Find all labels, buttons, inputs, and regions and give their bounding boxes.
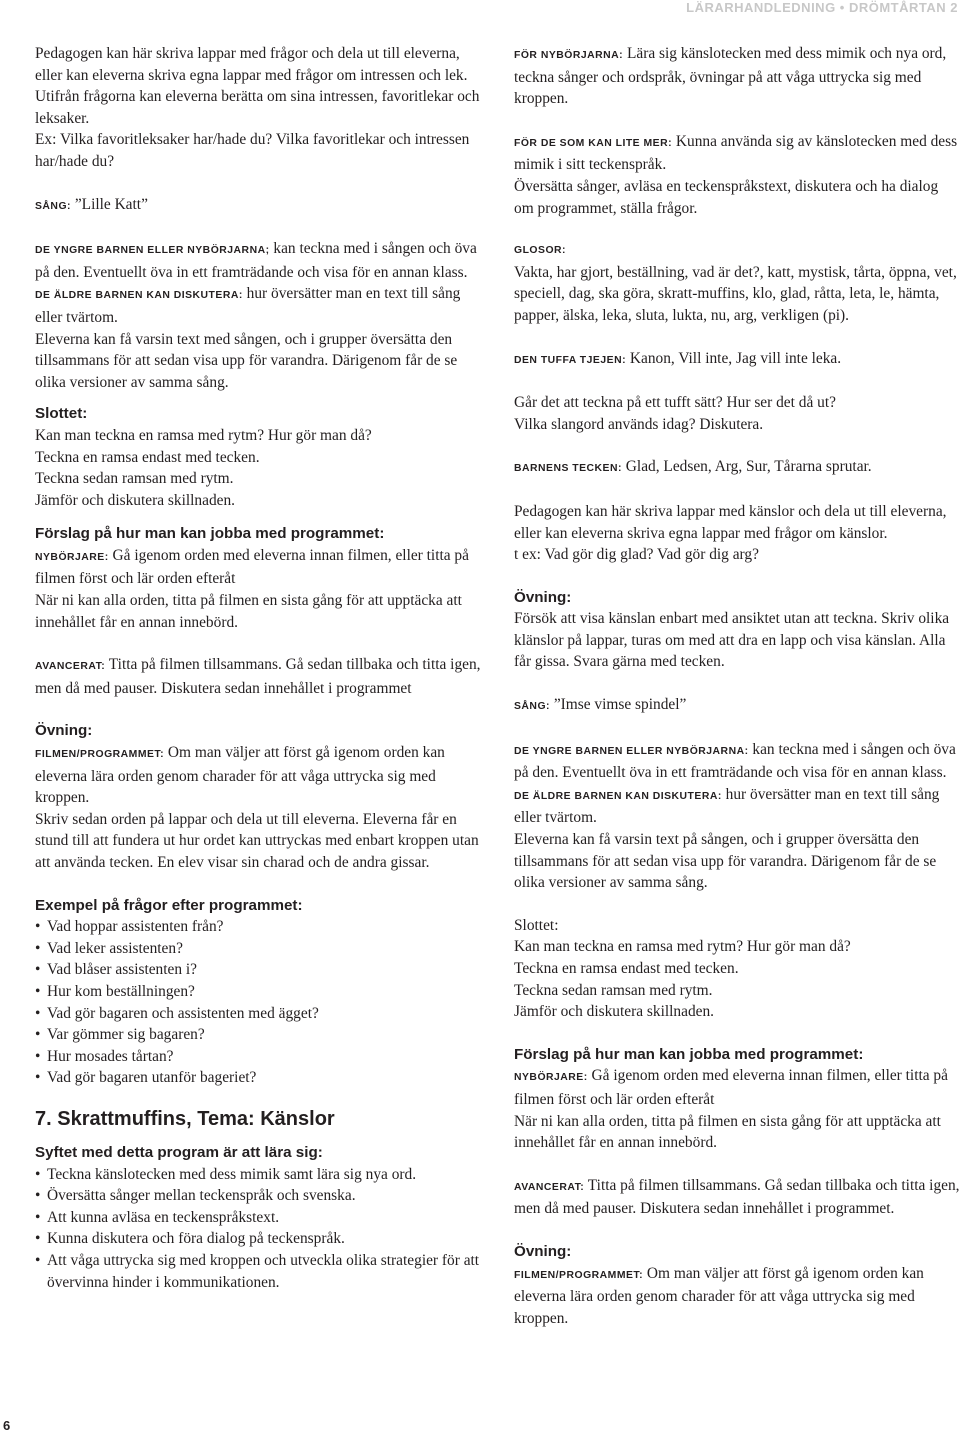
tuffa-paragraph: DEN TUFFA TJEJEN: Kanon, Vill inte, Jag vill inte leka.	[514, 349, 842, 367]
forsom-label: FÖR DE SOM KAN LITE MER:	[514, 137, 673, 149]
song-line	[514, 694, 960, 718]
song-title: ”Lille Katt”	[70, 195, 148, 213]
young-paragraph: DE YNGRE BARNEN ELLER NYBÖRJARNA; kan teckna med i sången och öva på den. Eventuellt öva in ett framträdande och visa för en annan klass.	[35, 240, 477, 281]
older-label: DE ÄLDRE BARNEN KAN DISKUTERA:	[35, 290, 243, 302]
film-label: FILMEN/PROGRAMMET:	[514, 1269, 644, 1281]
nyb-paragraph: NYBÖRJARE: Gå igenom orden med eleverna innan filmen, eller titta på filmen först och lär orden efteråt	[514, 1067, 948, 1108]
exempel-list	[35, 916, 481, 1089]
forslag-heading: Förslag på hur man kan jobba med programmet:	[514, 1045, 864, 1063]
list-item: • Att kunna avläsa en teckenspråkstext.	[35, 1207, 481, 1229]
list-item: • Hur mosades tårtan?	[35, 1046, 481, 1068]
list-item: • Vad blåser assistenten i?	[35, 959, 481, 981]
paragraph: Går det att teckna på ett tufft sätt? Hur ser det då ut?	[514, 394, 836, 412]
slottet-line: Kan man teckna en ramsa med rytm? Hur gör man då?	[514, 938, 851, 956]
glosor-label: GLOSOR:	[514, 245, 566, 257]
forn-paragraph: FÖR NYBÖRJARNA: Lära sig känslotecken med dess mimik och nya ord, teckna sånger och ordspråk, övningar på att våga uttrycka sig med kroppen.	[514, 45, 947, 108]
list-item: • Vad gör bagaren utanför bageriet?	[35, 1067, 481, 1089]
right-column	[514, 43, 960, 1329]
glosor-text: Vakta, har gjort, beställning, vad är det?, katt, mystisk, tårta, öppna, vet, speciell, dag, ska göra, skratt-muffins, klo, glad, råtta, leta, le, hämta, papper, älska, leka, sluta, lukta, nu, arg, verkligen (pi).	[514, 263, 957, 324]
song-label: SÅNG:	[514, 701, 550, 713]
film-label: FILMEN/PROGRAMMET:	[35, 749, 165, 761]
list-item: • Var gömmer sig bagaren?	[35, 1024, 481, 1046]
slottet-line: Teckna en ramsa endast med tecken.	[514, 960, 739, 977]
list-item: • Kunna diskutera och föra dialog på teckenspråk.	[35, 1228, 481, 1250]
forn-label: FÖR NYBÖRJARNA:	[514, 50, 624, 61]
paragraph: Utifrån frågorna kan eleverna berätta om sina intressen, favoritlekar och leksaker.	[35, 88, 480, 127]
paragraph: När ni kan alla orden, titta på filmen en sista gång för att upptäcka att innehållet får en annan innebörd.	[514, 1112, 941, 1152]
young-label: DE YNGRE BARNEN ELLER NYBÖRJARNA:	[514, 745, 749, 757]
older-paragraph: DE ÄLDRE BARNEN KAN DISKUTERA: hur översätter man en text till sång eller tvärtom.	[514, 785, 940, 827]
young-label: DE YNGRE BARNEN ELLER NYBÖRJARNA;	[35, 245, 270, 257]
song-title: ”Imse vimse spindel”	[549, 696, 687, 714]
older-label: DE ÄLDRE BARNEN KAN DISKUTERA:	[514, 790, 722, 802]
list-item: • Vad gör bagaren och assistenten med ägget?	[35, 1003, 481, 1025]
paragraph: Pedagogen kan här skriva lappar med känslor och dela ut till eleverna, eller kan eleverna skriva egna lappar med frågor om känslor.	[514, 502, 947, 542]
paragraph: Skriv sedan orden på lappar och dela ut till eleverna. Eleverna får en stund till att fundera ut hur ordet kan uttryckas med enbart kroppen utan att använda tecken. En elev visar sin charad och de andra gissar.	[35, 810, 479, 871]
exempel-heading: Exempel på frågor efter programmet:	[35, 896, 303, 914]
list-item: • Översätta sånger mellan teckenspråk och svenska.	[35, 1185, 481, 1207]
list-item: • Hur kom beställningen?	[35, 981, 481, 1003]
young-paragraph: DE YNGRE BARNEN ELLER NYBÖRJARNA: kan teckna med i sången och öva på den. Eventuellt öva in ett framträdande och visa för en annan klass.	[514, 740, 956, 782]
nyb-label: NYBÖRJARE:	[35, 551, 109, 563]
running-header: LÄRARHANDLEDNING • DRÖMTÅRTAN 2	[686, 0, 958, 15]
avan-paragraph: AVANCERAT: Titta på filmen tillsammans. Gå sedan tillbaka och titta igen, men då med pauser. Diskutera sedan innehållet i programmet.	[514, 1176, 960, 1218]
slottet-heading: Slottet:	[514, 916, 559, 934]
slottet-line: Jämför och diskutera skillnaden.	[514, 1003, 715, 1021]
nyb-paragraph: NYBÖRJARE: Gå igenom orden med eleverna innan filmen, eller titta på filmen först och lär orden efteråt	[35, 546, 469, 588]
paragraph: När ni kan alla orden, titta på filmen en sista gång för att upptäcka att innehållet får en annan innebörd.	[35, 592, 462, 631]
song-line	[35, 194, 481, 218]
syfte-heading: Syftet med detta program är att lära sig:	[35, 1143, 323, 1161]
film-paragraph: FILMEN/PROGRAMMET: Om man väljer att först gå igenom orden kan eleverna lära orden genom charader för att våga uttrycka sig med kroppen.	[35, 744, 445, 807]
paragraph: Försök att visa känslan enbart med ansiktet utan att teckna. Skriv olika klänslor på lappar, turas om med att dra en lapp och visa känslan. Alla får gissa. Svara gärna med tecken.	[514, 610, 950, 671]
slottet-line: Teckna sedan ramsan med rytm.	[35, 470, 234, 488]
list-item: • Teckna känslotecken med dess mimik samt lära sig nya ord.	[35, 1164, 481, 1186]
forsom-paragraph: FÖR DE SOM KAN LITE MER: Kunna använda sig av känslotecken med dess mimik i sitt teckenspråk.	[514, 132, 958, 174]
older-paragraph: DE ÄLDRE BARNEN KAN DISKUTERA: hur översätter man en text till sång eller tvärtom.	[35, 285, 461, 326]
syfte-list	[35, 1164, 481, 1294]
avan-label: AVANCERAT:	[35, 661, 106, 673]
nyb-label: NYBÖRJARE:	[514, 1072, 588, 1084]
ovning-heading: Övning:	[35, 722, 93, 740]
list-item: • Att våga uttrycka sig med kroppen och utveckla olika strategier för att övervinna hinder i kommunikationen.	[35, 1250, 481, 1293]
left-column	[35, 43, 481, 1293]
paragraph: t ex: Vad gör dig glad? Vad gör dig arg?	[514, 546, 759, 564]
avan-paragraph: AVANCERAT: Titta på filmen tillsammans. Gå sedan tillbaka och titta igen, men då med pauser. Diskutera sedan innehållet i programmet	[35, 656, 481, 697]
page-number: 6	[3, 1418, 11, 1433]
slottet-line: Teckna en ramsa endast med tecken.	[35, 448, 260, 466]
paragraph: Vilka slangord används idag? Diskutera.	[514, 415, 764, 433]
forslag-heading: Förslag på hur man kan jobba med programmet:	[35, 525, 385, 543]
ovning-heading: Övning:	[514, 588, 572, 606]
slottet-heading: Slottet:	[35, 405, 88, 423]
film-paragraph: FILMEN/PROGRAMMET: Om man väljer att först gå igenom orden kan eleverna lära orden genom charader för att våga uttrycka sig med kroppen.	[514, 1264, 924, 1327]
list-item: • Vad leker assistenten?	[35, 938, 481, 960]
slottet-line: Jämför och diskutera skillnaden.	[35, 491, 236, 509]
paragraph: Eleverna kan få varsin text på sången, och i grupper översätta den tillsammans för att sedan visa upp för varandra. Därigenom får de se olika versioner av samma sång.	[514, 831, 937, 892]
avan-label: AVANCERAT:	[514, 1181, 585, 1193]
barnens-label: BARNENS TECKEN:	[514, 463, 622, 475]
list-item: • Vad hoppar assistenten från?	[35, 916, 481, 938]
song-label: SÅNG:	[35, 200, 71, 212]
paragraph: Eleverna kan få varsin text med sången, och i grupper översätta den tillsammans för att sedan visa upp för varandra. Därigenom får de se olika versioner av samma sång.	[35, 330, 458, 391]
barnens-paragraph: BARNENS TECKEN: Glad, Ledsen, Arg, Sur, Tårarna sprutar.	[514, 458, 872, 476]
section-title: 7. Skrattmuffins, Tema: Känslor	[35, 1107, 335, 1130]
slottet-line: Kan man teckna en ramsa med rytm? Hur gör man då?	[35, 426, 372, 444]
slottet-line: Teckna sedan ramsan med rytm.	[514, 981, 713, 999]
tuffa-label: DEN TUFFA TJEJEN:	[514, 354, 627, 366]
paragraph: Översätta sånger, avläsa en teckenspråkstext, diskutera och ha dialog om programmet, ställa frågor.	[514, 177, 939, 217]
paragraph: Pedagogen kan här skriva lappar med frågor och dela ut till eleverna, eller kan eleverna skriva egna lappar med frågor om intressen och lek.	[35, 45, 468, 84]
paragraph: Ex: Vilka favoritleksaker har/hade du? Vilka favoritlekar och intressen har/hade du?	[35, 131, 470, 170]
ovning-heading: Övning:	[514, 1242, 572, 1260]
